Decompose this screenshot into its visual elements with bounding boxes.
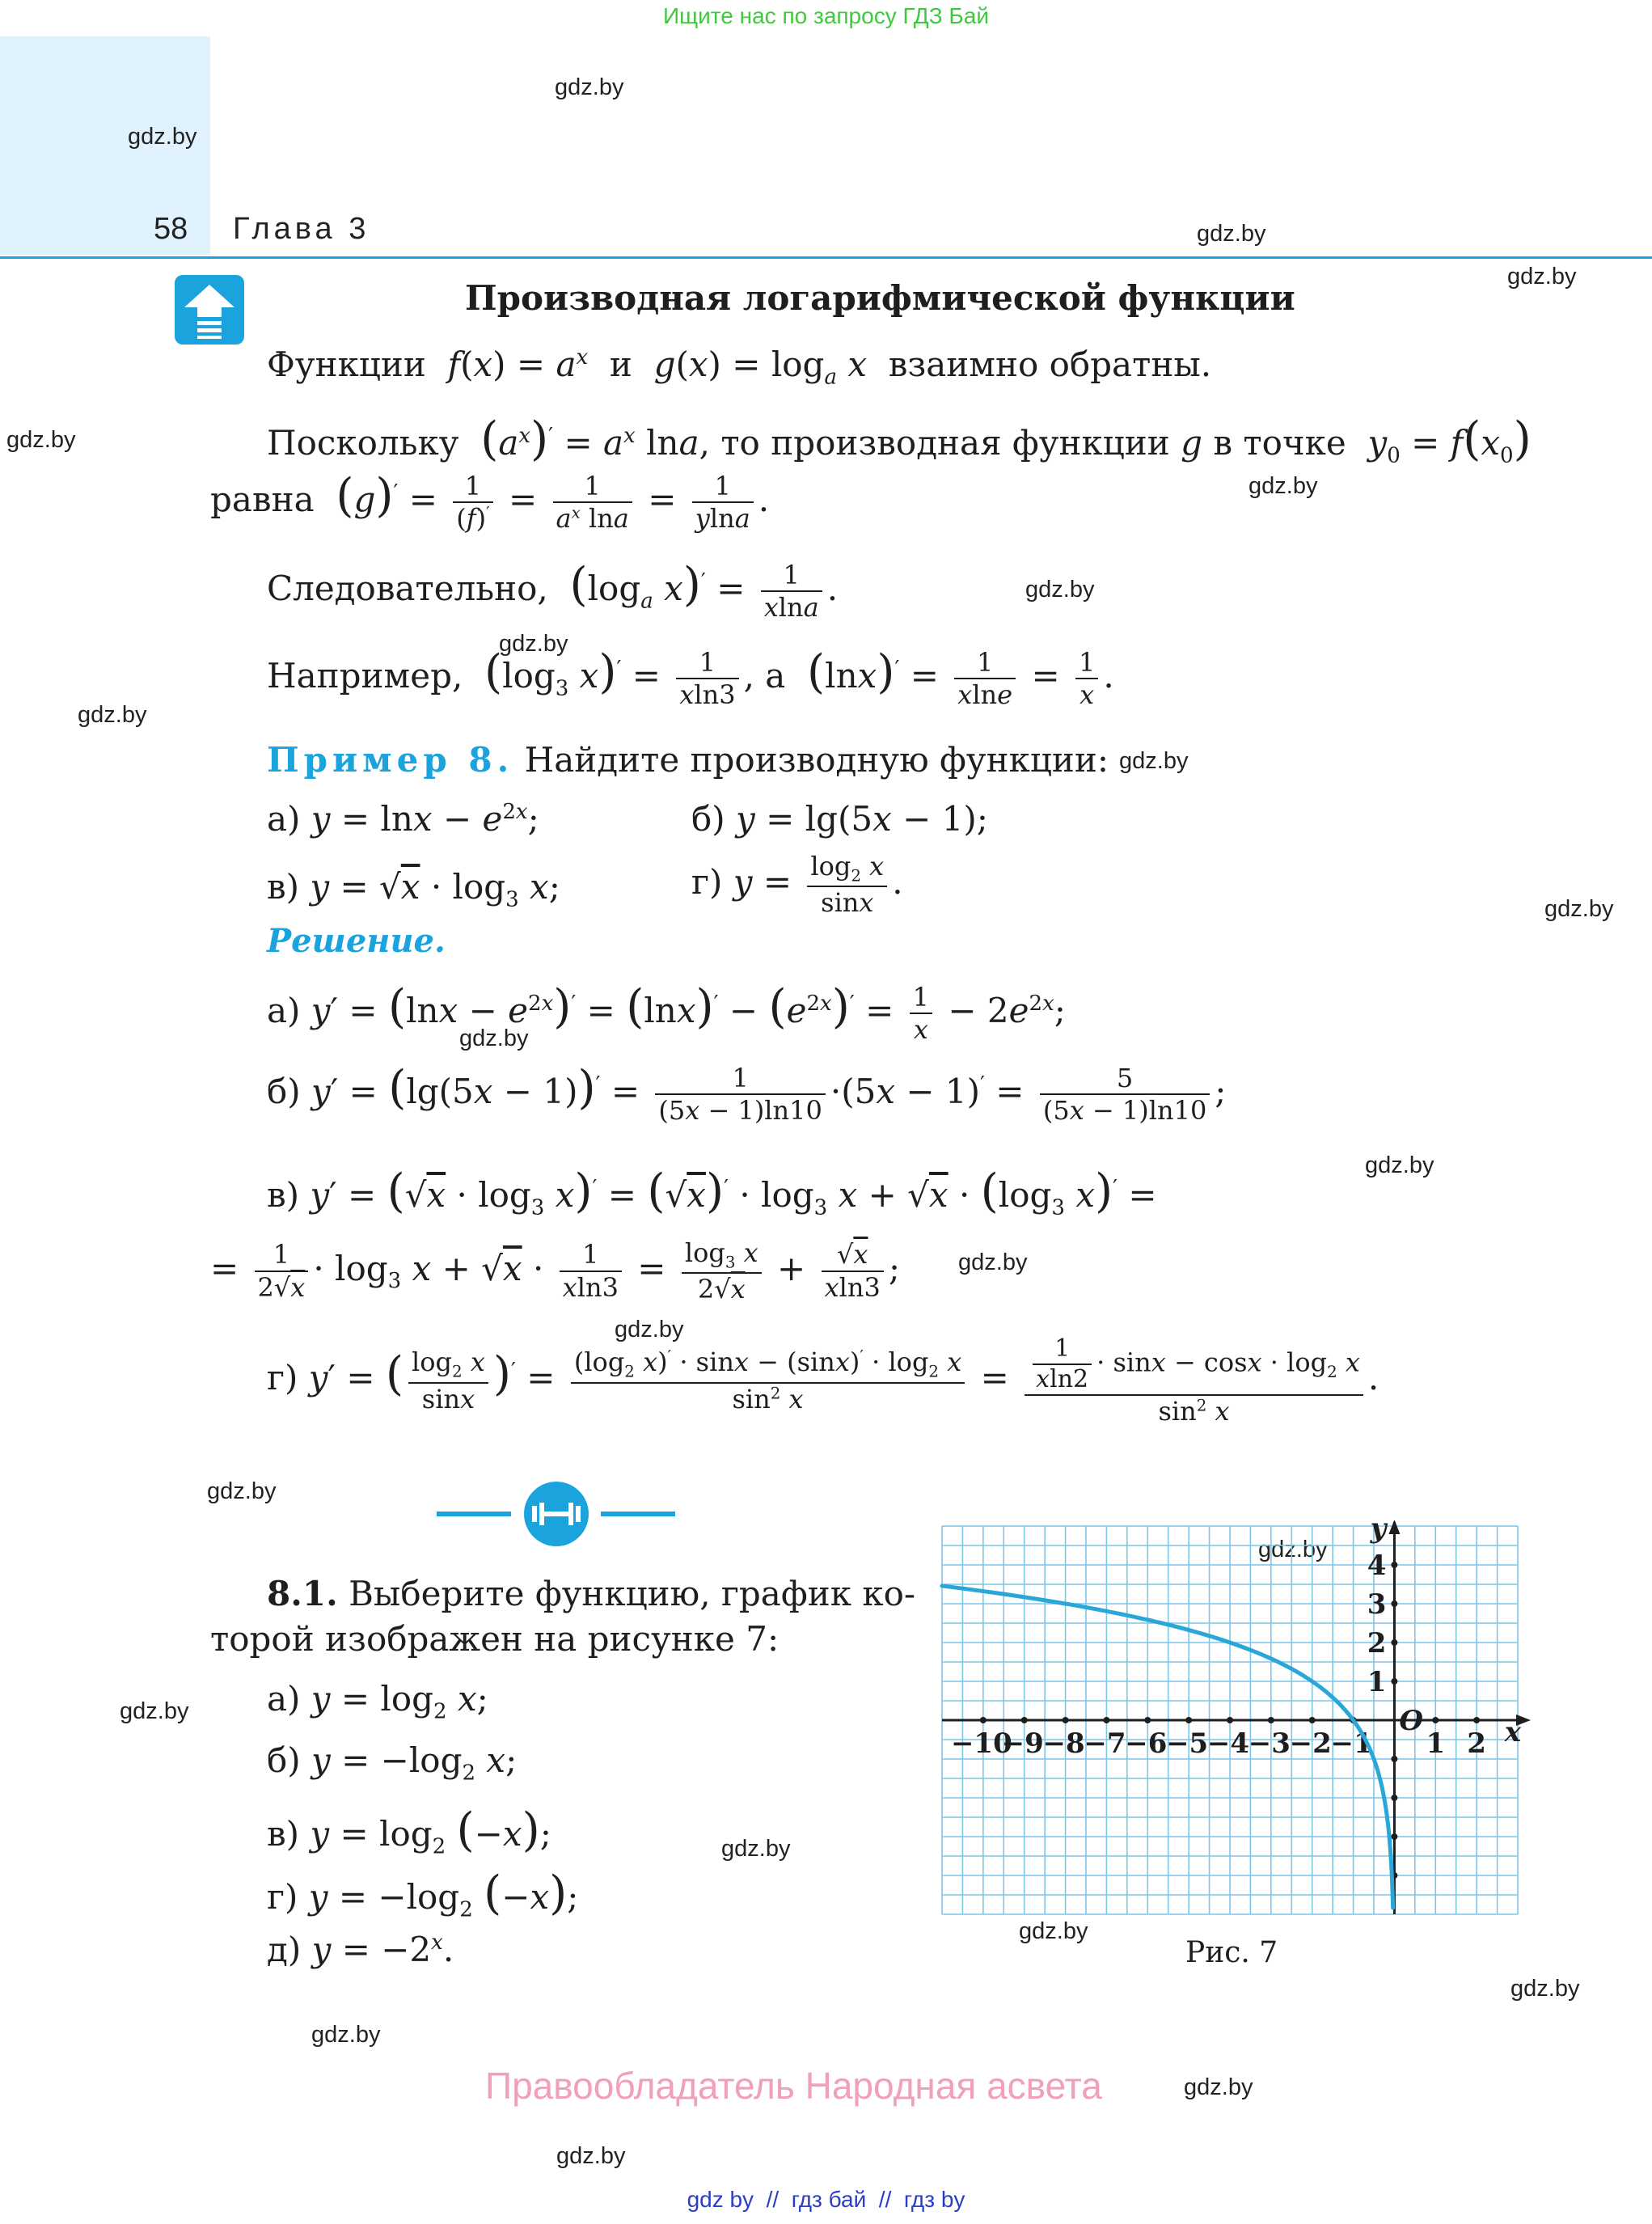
theory-line-5: Например, ($\log_3$ x)′ = $\frac{1}{xln3}$ , а (lnx)′ = $\frac{1}{xlne}$ = $\frac{1}{x}$ . — [267, 645, 1114, 710]
theory-line-1: Функции $f(x) = a^x$ и $g(x) = \log_a x$ взаимно обратны. — [267, 345, 1212, 390]
y-tick-mark — [1391, 1833, 1397, 1840]
x-tick-mark — [1227, 1717, 1233, 1723]
x-tick-label: −1 — [1330, 1727, 1373, 1760]
page-number: 58 — [154, 212, 188, 246]
solution-label: Решение. — [267, 922, 446, 960]
y-axis-arrow — [1388, 1520, 1400, 1534]
x-tick-label: 2 — [1467, 1727, 1486, 1760]
copyright-notice: Правообладатель Народная асвета — [485, 2065, 1102, 2107]
example-item-d: г) y = $\frac{\log_2 x}{\sin x}$ . — [691, 851, 903, 919]
y-axis-label: y — [1370, 1520, 1387, 1545]
y-tick-mark — [1391, 1795, 1397, 1801]
x-tick-mark — [1144, 1717, 1151, 1723]
example-item-c: в) $y = √x \cdot \log_3 x$; — [267, 867, 560, 912]
exercise-option-b: б) $y = -\log_2$ x; — [267, 1740, 518, 1786]
x-tick-label: −5 — [1166, 1727, 1209, 1760]
watermark: gdz.by — [1184, 2074, 1253, 2100]
x-tick-label: −2 — [1289, 1727, 1332, 1760]
watermark: gdz.by — [1019, 1918, 1088, 1944]
watermark: gdz.by — [1544, 896, 1614, 922]
y-tick-label: 3 — [1367, 1588, 1387, 1621]
y-tick-mark — [1391, 1639, 1397, 1646]
x-tick-label: −6 — [1125, 1727, 1168, 1760]
watermark: gdz.by — [499, 631, 568, 657]
x-tick-mark — [1103, 1717, 1109, 1723]
x-tick-mark — [1063, 1717, 1069, 1723]
x-tick-mark — [1432, 1717, 1439, 1723]
solution-c-line2: = $\frac{1}{2√x}$ · $\log_3 x + √x$ · $\frac{1}{xln3}$ = $\frac{\log_3 x}{2√x}$ + $\frac{√x}{xln3}$ ; — [210, 1237, 900, 1305]
watermark: gdz.by — [120, 1698, 189, 1724]
example-item-a: а) $y = \ln x - e^{2x}$; — [267, 799, 539, 839]
x-tick-label: −4 — [1206, 1727, 1250, 1760]
watermark: gdz.by — [1249, 473, 1318, 499]
y-tick-label: 4 — [1367, 1550, 1387, 1582]
x-tick-label: −3 — [1248, 1727, 1291, 1760]
solution-b: б) y′ = (lg(5x − 1))′ = $\frac{1}{(5x - 1)\ln 10}$ ·(5x − 1)′ = $\frac{5}{(5x - 1)\ln 10}$ ; — [267, 1061, 1227, 1126]
watermark: gdz.by — [555, 74, 624, 100]
y-tick-mark — [1391, 1562, 1397, 1568]
figure-graph — [934, 1520, 1532, 1933]
section-up-icon — [175, 275, 244, 345]
x-tick-label: 1 — [1426, 1727, 1446, 1760]
theory-line-3: равна (g)′ = $\frac{1}{(f)'}$ = $\frac{1}{a^x \ln a}$ = $\frac{1}{ylna}$ . — [210, 469, 770, 534]
exercise-option-e: д) $y = -2^x$. — [267, 1930, 454, 1969]
example-item-b: б) y = lg(5x − 1); — [691, 799, 988, 839]
watermark: gdz.by — [78, 702, 147, 728]
watermark: gdz.by — [958, 1249, 1028, 1275]
solution-c-line1: в) $y' = (√x \cdot \log_3 x)' = (√x)' \cdot \log_3 x + √x \cdot (\log_3$ x)′ = — [267, 1165, 1157, 1220]
section-title: Производная логарифмической функции — [465, 278, 1295, 318]
exercise-option-a: а) $y = \log_2 x$; — [267, 1679, 488, 1724]
x-tick-mark — [1021, 1717, 1028, 1723]
x-tick-label: −9 — [1001, 1727, 1044, 1760]
x-tick-mark — [980, 1717, 987, 1723]
watermark: gdz.by — [1025, 577, 1095, 603]
solution-a: а) $y' = (\ln x - e^{2x})' = (\ln x)' - (e^{2x})'$ = $\frac{1}{x}$ − $2e^{2x}$; — [267, 980, 1066, 1045]
header-rule — [0, 256, 1652, 259]
watermark: gdz.by — [207, 1478, 277, 1504]
x-tick-label: −10 — [950, 1727, 1012, 1760]
exercise-option-d: г) $y = -\log_2$ (−x); — [267, 1867, 579, 1922]
exercise-text-line2: торой изображен на рисунке 7: — [210, 1619, 780, 1659]
top-banner: Ищите нас по запросу ГДЗ Бай — [662, 3, 990, 28]
chapter-title: Глава 3 — [233, 212, 370, 246]
x-tick-mark — [1185, 1717, 1192, 1723]
theory-line-4: Следовательно, ($\log_a$ x)′ = $\frac{1}{xlna}$ . — [267, 558, 839, 623]
watermark: gdz.by — [1258, 1537, 1328, 1562]
x-axis-label: x — [1504, 1716, 1521, 1748]
y-tick-mark — [1391, 1756, 1397, 1762]
x-tick-label: −8 — [1042, 1727, 1085, 1760]
y-tick-label: 1 — [1367, 1666, 1387, 1698]
x-tick-label: −7 — [1084, 1727, 1126, 1760]
y-tick-mark — [1391, 1678, 1397, 1685]
watermark: gdz.by — [1197, 221, 1266, 247]
footer-links[interactable]: gdz by // гдз бай // гдз by — [687, 2187, 965, 2212]
watermark: gdz.by — [1507, 264, 1577, 290]
watermark: gdz.by — [311, 2022, 381, 2048]
watermark: gdz.by — [721, 1836, 791, 1862]
y-tick-label: 2 — [1367, 1627, 1387, 1660]
y-tick-mark — [1391, 1600, 1397, 1607]
exercise-option-c: в) $y = \log_2 (-x)$; — [267, 1803, 551, 1859]
exercise-text-line1: 8.1. Выберите функцию, график ко- — [267, 1574, 916, 1613]
watermark: gdz.by — [459, 1025, 529, 1051]
solution-d: г) y′ = ( $\frac{\log_2 x}{\sin x}$ )′ = $\frac{(\log_2 x)' \cdot \sin x - (\sin x)' \cdot \log_2 x}{\sin^2 x}$ = $\frac{1}{xln2}$ · $\sin x - \cos x \cdot \log_2 x$ $\sin^2 x$ . — [267, 1334, 1379, 1427]
origin-label: O — [1399, 1705, 1424, 1737]
watermark: gdz.by — [615, 1317, 684, 1342]
watermark: gdz.by — [1365, 1152, 1434, 1178]
x-tick-mark — [1309, 1717, 1316, 1723]
watermark: gdz.by — [1510, 1976, 1580, 2002]
watermark: gdz.by — [128, 124, 197, 150]
exercise-divider — [437, 1482, 675, 1546]
watermark: gdz.by — [6, 427, 76, 453]
example-heading: Пример 8. Найдите производную функции: — [267, 740, 1109, 780]
x-tick-mark — [1268, 1717, 1274, 1723]
figure-caption: Рис. 7 — [1185, 1936, 1278, 1969]
watermark: gdz.by — [1119, 748, 1189, 774]
theory-line-2: Поскольку $(a^x)' = a^x$ lna, то производная функции g в точке $y_0 = f(x_0)$ — [267, 412, 1532, 468]
x-tick-mark — [1473, 1717, 1480, 1723]
watermark: gdz.by — [556, 2143, 626, 2169]
